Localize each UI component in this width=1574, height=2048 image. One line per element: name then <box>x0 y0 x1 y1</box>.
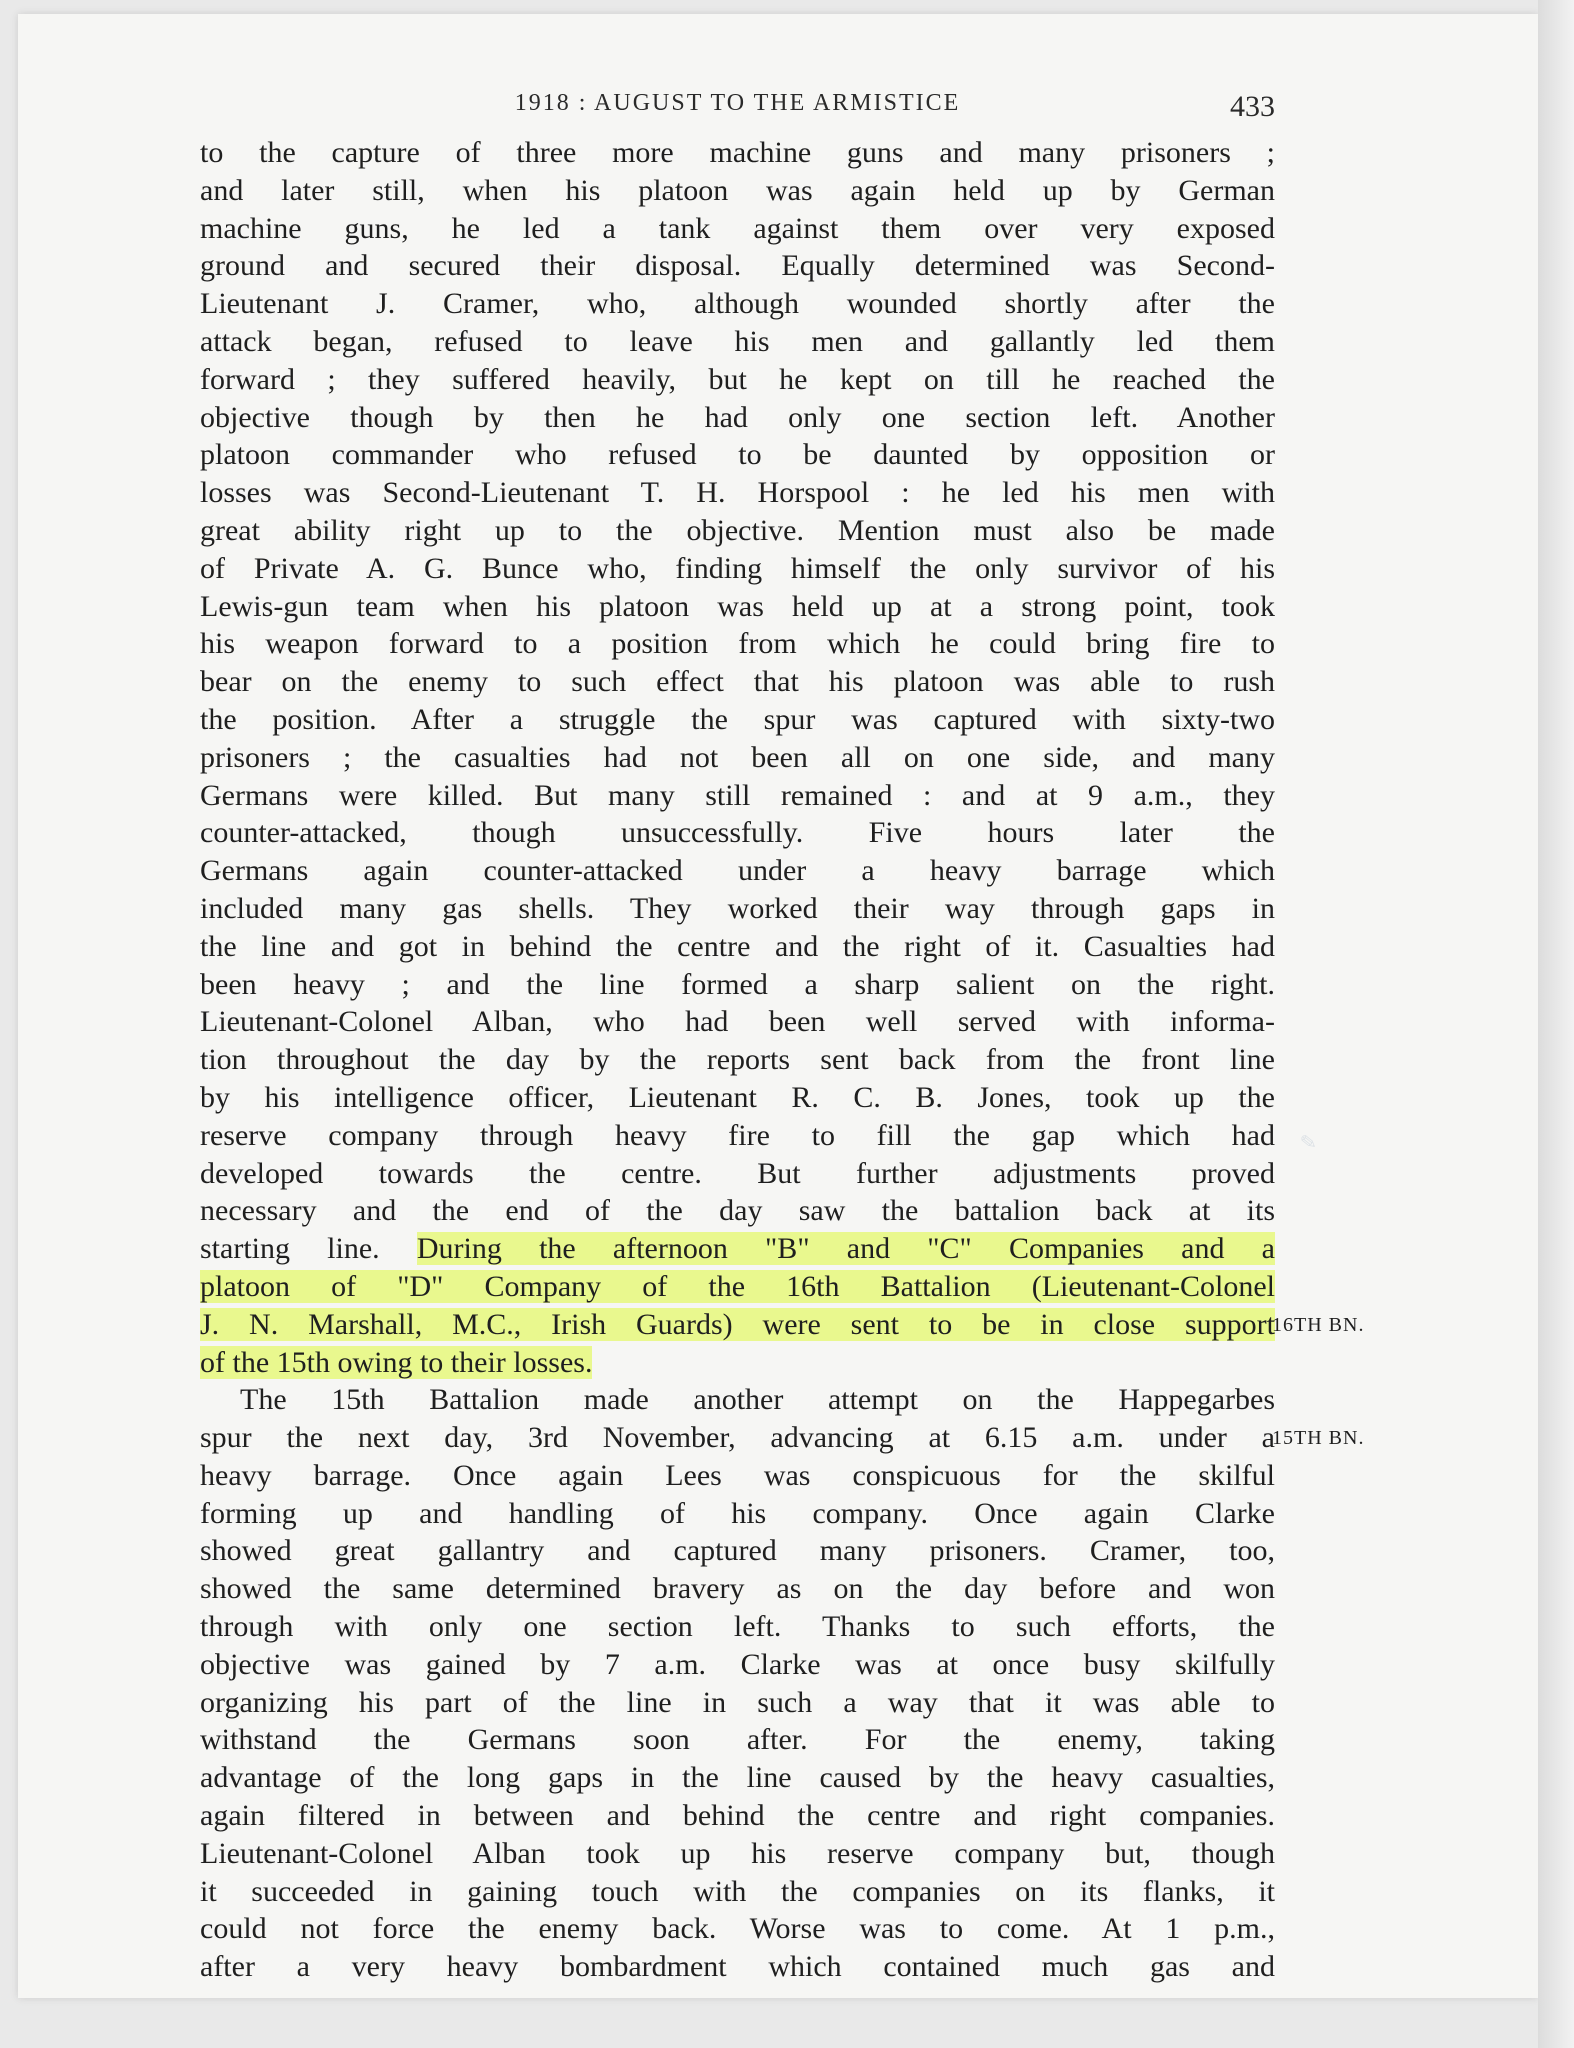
line-text: spur the next day, 3rd November, advancing at 6.15 a.m. under a <box>200 1421 1275 1455</box>
text-line <box>200 1419 1275 1457</box>
line-text: heavy barrage. Once again Lees was conspicuous for the skilful <box>200 1458 1275 1492</box>
line-text: forming up and handling of his company. Once again Clarke <box>200 1496 1275 1530</box>
line-text: of Private A. G. Bunce who, finding himself the only survivor of his <box>200 551 1275 585</box>
text-line <box>200 1948 1275 1986</box>
line-text: losses was Second-Lieutenant T. H. Horspool : he led his men with <box>200 476 1275 510</box>
text-line <box>200 588 1275 626</box>
text-line <box>200 852 1275 890</box>
line-text: showed great gallantry and captured many prisoners. Cramer, too, <box>200 1534 1275 1568</box>
line-text: Lewis-gun team when his platoon was held up at a strong point, took <box>200 589 1275 623</box>
text-line <box>200 1230 1275 1268</box>
text-line <box>200 1117 1275 1155</box>
line-text: machine guns, he led a tank against them over very exposed <box>200 211 1275 245</box>
line-text: been heavy ; and the line formed a sharp salient on the right. <box>200 967 1275 1001</box>
line-text: organizing his part of the line in such a way that it was able to <box>200 1685 1275 1719</box>
line-text: could not force the enemy back. Worse was to come. At 1 p.m., <box>200 1912 1275 1946</box>
text-line <box>200 1608 1275 1646</box>
line-text: ground and secured their disposal. Equally determined was Second- <box>200 249 1275 283</box>
text-line <box>200 1532 1275 1570</box>
text-line <box>200 172 1275 210</box>
text-line <box>200 512 1275 550</box>
line-text: reserve company through heavy fire to fill the gap which had <box>200 1118 1275 1152</box>
margin-note: 15TH BN. <box>1272 1427 1365 1450</box>
line-text: and later still, when his platoon was again held up by German <box>200 173 1275 207</box>
line-text: forward ; they suffered heavily, but he kept on till he reached the <box>200 362 1275 396</box>
line-text: after a very heavy bombardment which contained much gas and <box>200 1950 1275 1984</box>
line-text: showed the same determined bravery as on the day before and won <box>200 1572 1275 1606</box>
text-line <box>200 1381 1275 1419</box>
line-text: withstand the Germans soon after. For the enemy, taking <box>200 1723 1275 1757</box>
line-text: objective was gained by 7 a.m. Clarke was at once busy skilfully <box>200 1647 1275 1681</box>
highlighted-text: J. N. Marshall, M.C., Irish Guards) were sent to be in close support <box>200 1307 1275 1341</box>
text-line <box>200 247 1275 285</box>
text-line <box>200 1721 1275 1759</box>
text-line <box>200 285 1275 323</box>
text-line <box>200 1910 1275 1948</box>
line-text: platoon commander who refused to be daunted by opposition or <box>200 438 1275 472</box>
text-line <box>200 1268 1275 1306</box>
line-text: objective though by then he had only one section left. Another <box>200 400 1275 434</box>
line-text: included many gas shells. They worked their way through gaps in <box>200 891 1275 925</box>
text-line <box>200 1759 1275 1797</box>
margin-note: 16TH BN. <box>1272 1313 1365 1336</box>
faint-pencil-mark: ✎ <box>1298 1131 1318 1155</box>
text-line <box>200 1155 1275 1193</box>
text-line <box>200 1684 1275 1722</box>
text-line <box>200 1797 1275 1835</box>
line-text: tion throughout the day by the reports sent back from the front line <box>200 1043 1275 1077</box>
text-line <box>200 777 1275 815</box>
text-line <box>200 1003 1275 1041</box>
text-line <box>200 625 1275 663</box>
text-line <box>200 436 1275 474</box>
line-text: Germans again counter-attacked under a heavy barrage which <box>200 854 1275 888</box>
line-text: through with only one section left. Thanks to such efforts, the <box>200 1610 1275 1644</box>
text-line <box>200 550 1275 588</box>
text-line <box>200 134 1275 172</box>
text-line <box>200 1495 1275 1533</box>
text-line <box>200 323 1275 361</box>
text-line <box>200 814 1275 852</box>
line-text: again filtered in between and behind the centre and right companies. <box>200 1799 1275 1833</box>
line-text: to the capture of three more machine guns and many prisoners ; <box>200 136 1275 169</box>
text-line <box>200 1457 1275 1495</box>
line-text: it succeeded in gaining touch with the companies on its flanks, it <box>200 1874 1275 1908</box>
text-line <box>200 1306 1275 1344</box>
line-text: necessary and the end of the day saw the battalion back at its <box>200 1194 1275 1228</box>
line-text: starting line. <box>200 1232 417 1266</box>
text-line <box>200 966 1275 1004</box>
line-text: advantage of the long gaps in the line caused by the heavy casualties, <box>200 1761 1275 1795</box>
text-line <box>200 361 1275 399</box>
line-text: Lieutenant J. Cramer, who, although wounded shortly after the <box>200 287 1275 321</box>
line-text: The 15th Battalion made another attempt on the Happegarbes <box>240 1383 1275 1417</box>
text-line <box>200 1079 1275 1117</box>
text-line <box>200 474 1275 512</box>
page-number: 433 <box>1230 90 1275 123</box>
text-line <box>200 1646 1275 1684</box>
text-line <box>200 399 1275 437</box>
text-line <box>200 701 1275 739</box>
text-line <box>200 890 1275 928</box>
line-text: Lieutenant-Colonel Alban, who had been well served with informa- <box>200 1005 1275 1039</box>
running-head: 1918 : AUGUST TO THE ARMISTICE <box>514 90 961 116</box>
text-line <box>200 1192 1275 1230</box>
highlighted-text: platoon of "D" Company of the 16th Battalion (Lieutenant-Colonel <box>200 1269 1275 1303</box>
page-edge-shadow <box>1538 0 1574 2048</box>
text-line <box>200 739 1275 777</box>
text-line <box>200 1041 1275 1079</box>
line-text: prisoners ; the casualties had not been all on one side, and many <box>200 740 1275 774</box>
text-line <box>200 1873 1275 1911</box>
line-text: Germans were killed. But many still remained : and at 9 a.m., they <box>200 778 1275 812</box>
text-line <box>200 928 1275 966</box>
page-header <box>200 84 1275 128</box>
line-text: his weapon forward to a position from which he could bring fire to <box>200 627 1275 661</box>
text-line <box>200 1835 1275 1873</box>
text-line <box>200 210 1275 248</box>
line-text: bear on the enemy to such effect that his platoon was able to rush <box>200 665 1275 699</box>
highlighted-text: During the afternoon "B" and "C" Companies and a <box>416 1232 1275 1266</box>
text-line <box>200 1570 1275 1608</box>
line-text: developed towards the centre. But further adjustments proved <box>200 1156 1275 1190</box>
text-line <box>200 1344 1275 1382</box>
line-text: Lieutenant-Colonel Alban took up his reserve company but, though <box>200 1836 1275 1870</box>
highlighted-text: of the 15th owing to their losses. <box>200 1345 593 1379</box>
line-text: the position. After a struggle the spur was captured with sixty-two <box>200 702 1275 736</box>
line-text: attack began, refused to leave his men and gallantly led them <box>200 324 1275 358</box>
text-line <box>200 663 1275 701</box>
line-text: by his intelligence officer, Lieutenant R. C. B. Jones, took up the <box>200 1080 1275 1114</box>
line-text: counter-attacked, though unsuccessfully. Five hours later the <box>200 816 1275 850</box>
line-text: great ability right up to the objective. Mention must also be made <box>200 513 1275 547</box>
body-text <box>200 134 1275 1986</box>
line-text: the line and got in behind the centre and the right of it. Casualties had <box>200 929 1275 963</box>
